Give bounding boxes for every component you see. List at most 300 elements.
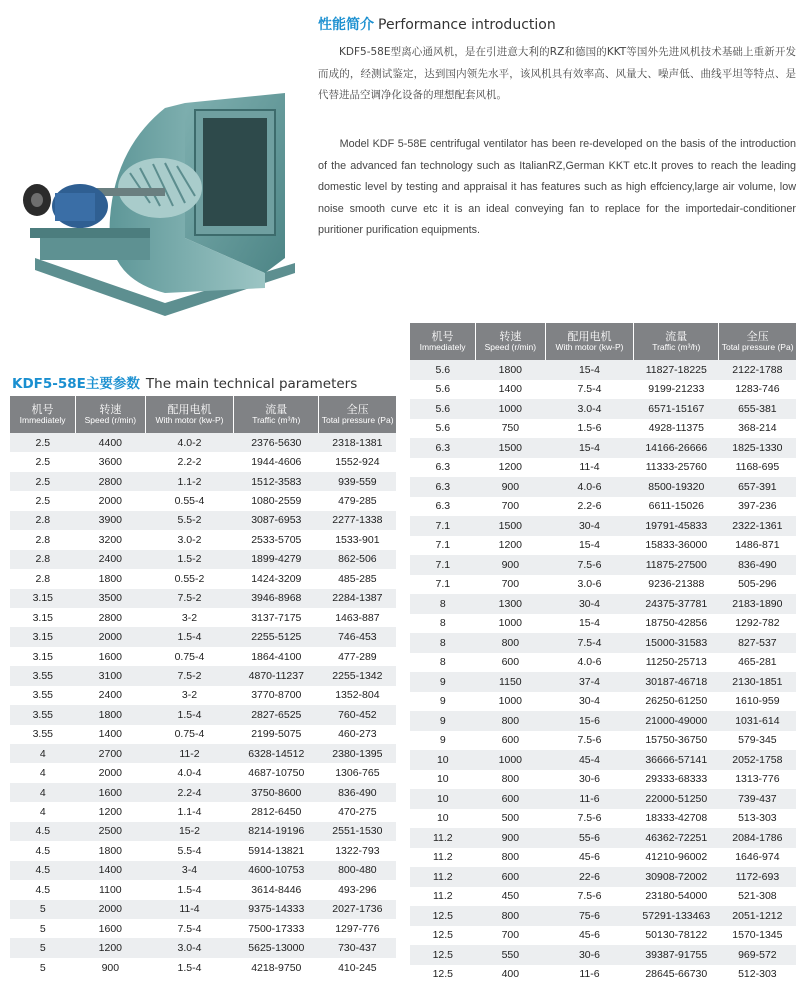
- table-cell: 3100: [76, 666, 145, 685]
- table-row: [410, 458, 796, 478]
- table-cell: 8: [410, 653, 476, 673]
- table-cell: 3500: [76, 589, 145, 608]
- table-cell: 2827-6525: [234, 705, 319, 724]
- table-cell: 57291-133463: [634, 906, 719, 926]
- table-cell: 30-4: [545, 516, 634, 536]
- table-cell: 2.2-2: [145, 452, 234, 471]
- table-cell: 6.3: [410, 477, 476, 497]
- table-row: [10, 511, 396, 530]
- table-row: [410, 594, 796, 614]
- table-cell: 2700: [76, 744, 145, 763]
- table-cell: 2027-1736: [319, 900, 396, 919]
- table-cell: 2255-1342: [319, 666, 396, 685]
- table-cell: 600: [476, 653, 545, 673]
- table-cell: 15-4: [545, 360, 634, 380]
- table-cell: 7.5-6: [545, 887, 634, 907]
- table-cell: 3-2: [145, 608, 234, 627]
- header-cell: 配用电机 With motor (kw-P): [545, 323, 634, 360]
- table-cell: 800: [476, 848, 545, 868]
- table-cell: 900: [76, 958, 145, 977]
- table-cell: 4: [10, 802, 76, 821]
- table-row: [10, 783, 396, 802]
- table-cell: 4928-11375: [634, 419, 719, 439]
- table-cell: 4400: [76, 433, 145, 452]
- table-cell: 50130-78122: [634, 926, 719, 946]
- table-cell: 2380-1395: [319, 744, 396, 763]
- table-cell: 397-236: [719, 497, 796, 517]
- table-cell: 1800: [476, 360, 545, 380]
- table-cell: 12.5: [410, 926, 476, 946]
- table-row: [410, 906, 796, 926]
- table-cell: 2.8: [10, 550, 76, 569]
- table-cell: 4218-9750: [234, 958, 319, 977]
- table-cell: 4600-10753: [234, 861, 319, 880]
- table-cell: 11827-18225: [634, 360, 719, 380]
- header-cell: 全压 Total pressure (Pa): [719, 323, 796, 360]
- table-cell: 5625-13000: [234, 938, 319, 957]
- table-cell: 4.5: [10, 822, 76, 841]
- table-cell: 2000: [76, 900, 145, 919]
- table-cell: 11.2: [410, 887, 476, 907]
- table-cell: 460-273: [319, 725, 396, 744]
- table-cell: 3.55: [10, 705, 76, 724]
- header-cell: 流量 Traffic (m³/h): [234, 396, 319, 433]
- table-cell: 800: [476, 711, 545, 731]
- table-cell: 3770-8700: [234, 686, 319, 705]
- table-cell: 1600: [76, 647, 145, 666]
- table-cell: 15-4: [545, 536, 634, 556]
- table-cell: 9: [410, 711, 476, 731]
- table-cell: 1864-4100: [234, 647, 319, 666]
- table-row: [410, 614, 796, 634]
- table-cell: 0.55-4: [145, 491, 234, 510]
- table-cell: 30-6: [545, 770, 634, 790]
- table-row: [410, 477, 796, 497]
- table-cell: 2318-1381: [319, 433, 396, 452]
- intro-paragraph-en: Model KDF 5-58E centrifugal ventilator has been re-developed on the basis of the introduction of the advanced fan technology such as ItalianRZ,German KKT etc.It proves to reach the leading domestic level by testing and appraisal it has features such as high effciency,large air volume, low noise smooth curve etc it is an ideal conveying fan to replace for the importedair-conditioner puritioner purification equipments.: [318, 134, 796, 242]
- table-cell: 579-345: [719, 731, 796, 751]
- header-cell: 机号 Immediately: [10, 396, 76, 433]
- table-row: [10, 550, 396, 569]
- table-cell: 1570-1345: [719, 926, 796, 946]
- table-cell: 7.1: [410, 575, 476, 595]
- table-cell: 505-296: [719, 575, 796, 595]
- table-row: [410, 360, 796, 380]
- table-row: [10, 452, 396, 471]
- table-cell: 12.5: [410, 906, 476, 926]
- table-cell: 3.15: [10, 627, 76, 646]
- table-row: [410, 809, 796, 829]
- table-cell: 1500: [476, 438, 545, 458]
- table-cell: 11-6: [545, 789, 634, 809]
- table-row: [10, 569, 396, 588]
- table-cell: 400: [476, 965, 545, 984]
- table-cell: 18750-42856: [634, 614, 719, 634]
- table-cell: 2322-1361: [719, 516, 796, 536]
- table-cell: 9: [410, 692, 476, 712]
- table-cell: 2.5: [10, 491, 76, 510]
- table-cell: 1899-4279: [234, 550, 319, 569]
- table-cell: 1533-901: [319, 530, 396, 549]
- table-cell: 12.5: [410, 945, 476, 965]
- table-row: [410, 672, 796, 692]
- table-cell: 1292-782: [719, 614, 796, 634]
- table-cell: 655-381: [719, 399, 796, 419]
- table-cell: 2533-5705: [234, 530, 319, 549]
- table-cell: 1400: [76, 725, 145, 744]
- table-row: [10, 686, 396, 705]
- table-cell: 657-391: [719, 477, 796, 497]
- table-cell: 4.0-4: [145, 763, 234, 782]
- table-cell: 600: [476, 867, 545, 887]
- table-cell: 2800: [76, 608, 145, 627]
- table-cell: 1283-746: [719, 380, 796, 400]
- table-cell: 1800: [76, 569, 145, 588]
- table-cell: 4: [10, 763, 76, 782]
- table-cell: 0.75-4: [145, 647, 234, 666]
- table-cell: 11.2: [410, 867, 476, 887]
- table-row: [410, 497, 796, 517]
- table-row: [410, 653, 796, 673]
- table-row: [10, 705, 396, 724]
- table-cell: 730-437: [319, 938, 396, 957]
- table-row: [10, 472, 396, 491]
- table-cell: 450: [476, 887, 545, 907]
- intro-title-en: Performance introduction: [378, 17, 556, 33]
- table-cell: 1944-4606: [234, 452, 319, 471]
- table-row: [10, 938, 396, 957]
- table-cell: 37-4: [545, 672, 634, 692]
- table-cell: 11.2: [410, 848, 476, 868]
- table-cell: 9375-14333: [234, 900, 319, 919]
- table-cell: 470-275: [319, 802, 396, 821]
- table-cell: 15-4: [545, 614, 634, 634]
- table-cell: 5: [10, 958, 76, 977]
- table-row: [410, 750, 796, 770]
- table-cell: 4870-11237: [234, 666, 319, 685]
- parameters-table-left: [10, 396, 396, 977]
- table-cell: 9: [410, 731, 476, 751]
- table-cell: 739-437: [719, 789, 796, 809]
- table-cell: 28645-66730: [634, 965, 719, 984]
- table-cell: 1300: [476, 594, 545, 614]
- table-cell: 45-6: [545, 848, 634, 868]
- params-title-en: The main technical parameters: [146, 376, 357, 392]
- table-cell: 5.5-2: [145, 511, 234, 530]
- table-cell: 750: [476, 419, 545, 439]
- table-cell: 8500-19320: [634, 477, 719, 497]
- table-cell: 827-537: [719, 633, 796, 653]
- table-cell: 12.5: [410, 965, 476, 984]
- table-cell: 2551-1530: [319, 822, 396, 841]
- table-cell: 1552-924: [319, 452, 396, 471]
- table-cell: 4.5: [10, 861, 76, 880]
- table-cell: 2376-5630: [234, 433, 319, 452]
- table-cell: 1463-887: [319, 608, 396, 627]
- table-cell: 2051-1212: [719, 906, 796, 926]
- table-cell: 11333-25760: [634, 458, 719, 478]
- table-cell: 29333-68333: [634, 770, 719, 790]
- table-cell: 760-452: [319, 705, 396, 724]
- table-cell: 2.5: [10, 472, 76, 491]
- table-cell: 10: [410, 750, 476, 770]
- table-cell: 6571-15167: [634, 399, 719, 419]
- table-cell: 836-490: [719, 555, 796, 575]
- table-cell: 3.15: [10, 647, 76, 666]
- table-cell: 1000: [476, 399, 545, 419]
- table-cell: 969-572: [719, 945, 796, 965]
- table-cell: 2.5: [10, 433, 76, 452]
- table-cell: 46362-72251: [634, 828, 719, 848]
- table-cell: 2000: [76, 491, 145, 510]
- table-cell: 3946-8968: [234, 589, 319, 608]
- table-cell: 3.0-2: [145, 530, 234, 549]
- table-cell: 45-4: [545, 750, 634, 770]
- table-cell: 14166-26666: [634, 438, 719, 458]
- table-cell: 22-6: [545, 867, 634, 887]
- table-cell: 3200: [76, 530, 145, 549]
- table-cell: 1.1-2: [145, 472, 234, 491]
- table-row: [410, 555, 796, 575]
- table-cell: 15-4: [545, 438, 634, 458]
- table-row: [410, 438, 796, 458]
- table-row: [410, 848, 796, 868]
- table-cell: 1322-793: [319, 841, 396, 860]
- table-cell: 500: [476, 809, 545, 829]
- header-cell: 转速 Speed (r/min): [76, 396, 145, 433]
- table-row: [410, 536, 796, 556]
- table-cell: 15-6: [545, 711, 634, 731]
- table-row: [410, 731, 796, 751]
- table-cell: 7.5-4: [545, 380, 634, 400]
- table-cell: 2812-6450: [234, 802, 319, 821]
- table-cell: 5.6: [410, 399, 476, 419]
- parameters-table-right: [410, 323, 796, 984]
- table-cell: 2277-1338: [319, 511, 396, 530]
- table-cell: 5: [10, 938, 76, 957]
- table-cell: 15000-31583: [634, 633, 719, 653]
- table-cell: 7.5-4: [145, 919, 234, 938]
- table-row: [10, 666, 396, 685]
- table-cell: 800: [476, 633, 545, 653]
- centrifugal-fan-photo: [15, 88, 305, 318]
- table-row: [10, 958, 396, 977]
- table-cell: 0.55-2: [145, 569, 234, 588]
- table-cell: 7500-17333: [234, 919, 319, 938]
- table-cell: 521-308: [719, 887, 796, 907]
- table-cell: 7.5-6: [545, 731, 634, 751]
- table-cell: 1200: [476, 536, 545, 556]
- table-row: [10, 763, 396, 782]
- table-cell: 4: [10, 744, 76, 763]
- table-cell: 7.5-2: [145, 666, 234, 685]
- table-cell: 7.1: [410, 555, 476, 575]
- table-cell: 0.75-4: [145, 725, 234, 744]
- table-cell: 5.6: [410, 360, 476, 380]
- table-cell: 1825-1330: [719, 438, 796, 458]
- table-cell: 7.1: [410, 536, 476, 556]
- table-cell: 3.15: [10, 608, 76, 627]
- table-cell: 3-4: [145, 861, 234, 880]
- table-cell: 11-6: [545, 965, 634, 984]
- table-cell: 9: [410, 672, 476, 692]
- table-cell: 11-4: [545, 458, 634, 478]
- table-cell: 800: [476, 906, 545, 926]
- table-cell: 5.6: [410, 419, 476, 439]
- table-cell: 800-480: [319, 861, 396, 880]
- table-cell: 7.5-6: [545, 555, 634, 575]
- table-cell: 1646-974: [719, 848, 796, 868]
- table-row: [10, 841, 396, 860]
- table-row: [410, 419, 796, 439]
- params-title: [12, 372, 357, 392]
- table-cell: 2052-1758: [719, 750, 796, 770]
- table-cell: 800: [476, 770, 545, 790]
- table-cell: 7.5-6: [545, 809, 634, 829]
- table-cell: 1424-3209: [234, 569, 319, 588]
- table-cell: 2.8: [10, 569, 76, 588]
- table-row: [10, 900, 396, 919]
- intro-title-cn: 性能简介: [318, 17, 374, 33]
- table-cell: 7.5-2: [145, 589, 234, 608]
- table-row: [410, 770, 796, 790]
- table-cell: 2.2-4: [145, 783, 234, 802]
- intro-title: [318, 14, 556, 34]
- table-cell: 3137-7175: [234, 608, 319, 627]
- table-cell: 2400: [76, 550, 145, 569]
- table-row: [410, 867, 796, 887]
- table-cell: 30187-46718: [634, 672, 719, 692]
- table-cell: 2400: [76, 686, 145, 705]
- table-cell: 2000: [76, 627, 145, 646]
- table-cell: 836-490: [319, 783, 396, 802]
- table-cell: 3.55: [10, 686, 76, 705]
- table-cell: 3900: [76, 511, 145, 530]
- table-cell: 4: [10, 783, 76, 802]
- table-cell: 3.0-4: [145, 938, 234, 957]
- table-cell: 3.0-4: [545, 399, 634, 419]
- table-cell: 11875-27500: [634, 555, 719, 575]
- table-cell: 26250-61250: [634, 692, 719, 712]
- table-cell: 23180-54000: [634, 887, 719, 907]
- table-cell: 1100: [76, 880, 145, 899]
- table-cell: 1000: [476, 614, 545, 634]
- table-cell: 18333-42708: [634, 809, 719, 829]
- table-cell: 1.5-4: [145, 627, 234, 646]
- table-cell: 3.55: [10, 666, 76, 685]
- table-cell: 3.15: [10, 589, 76, 608]
- table-cell: 1000: [476, 750, 545, 770]
- table-cell: 4.0-6: [545, 653, 634, 673]
- table-cell: 15-2: [145, 822, 234, 841]
- table-cell: 15833-36000: [634, 536, 719, 556]
- table-header: [10, 396, 396, 433]
- table-cell: 3.0-6: [545, 575, 634, 595]
- table-cell: 30-6: [545, 945, 634, 965]
- table-cell: 45-6: [545, 926, 634, 946]
- table-cell: 1800: [76, 705, 145, 724]
- table-row: [10, 491, 396, 510]
- table-cell: 30-4: [545, 692, 634, 712]
- table-cell: 485-285: [319, 569, 396, 588]
- table-cell: 11250-25713: [634, 653, 719, 673]
- table-cell: 10: [410, 809, 476, 829]
- table-cell: 512-303: [719, 965, 796, 984]
- table-cell: 900: [476, 828, 545, 848]
- table-cell: 1500: [476, 516, 545, 536]
- table-cell: 4687-10750: [234, 763, 319, 782]
- table-cell: 11.2: [410, 828, 476, 848]
- table-cell: 36666-57141: [634, 750, 719, 770]
- table-cell: 1297-776: [319, 919, 396, 938]
- table-cell: 550: [476, 945, 545, 965]
- table-row: [10, 880, 396, 899]
- table-cell: 410-245: [319, 958, 396, 977]
- intro-paragraph-cn: KDF5-58E型离心通风机，是在引进意大利的RZ和德国的KKT等国外先进风机技术基础上重新开发而成的，经测试鉴定，达到国内领先水平，该风机具有效率高、风量大、噪声低、曲线平坦等特点、是代替进品空调净化设备的理想配套风机。: [318, 42, 796, 107]
- table-cell: 2.8: [10, 530, 76, 549]
- table-row: [410, 965, 796, 984]
- table-cell: 1168-695: [719, 458, 796, 478]
- table-row: [410, 380, 796, 400]
- table-cell: 1.1-4: [145, 802, 234, 821]
- table-row: [10, 608, 396, 627]
- table-cell: 15750-36750: [634, 731, 719, 751]
- table-row: [10, 725, 396, 744]
- table-cell: 5.6: [410, 380, 476, 400]
- table-cell: 9199-21233: [634, 380, 719, 400]
- table-cell: 10: [410, 789, 476, 809]
- table-cell: 368-214: [719, 419, 796, 439]
- table-cell: 1486-871: [719, 536, 796, 556]
- table-cell: 2284-1387: [319, 589, 396, 608]
- table-cell: 1200: [76, 938, 145, 957]
- table-cell: 5: [10, 919, 76, 938]
- table-cell: 3087-6953: [234, 511, 319, 530]
- table-cell: 1313-776: [719, 770, 796, 790]
- table-row: [410, 887, 796, 907]
- table-cell: 2255-5125: [234, 627, 319, 646]
- table-cell: 55-6: [545, 828, 634, 848]
- table-cell: 479-285: [319, 491, 396, 510]
- table-row: [410, 926, 796, 946]
- table-cell: 2.8: [10, 511, 76, 530]
- table-cell: 41210-96002: [634, 848, 719, 868]
- table-cell: 900: [476, 477, 545, 497]
- table-cell: 939-559: [319, 472, 396, 491]
- table-cell: 1600: [76, 783, 145, 802]
- table-cell: 5.5-4: [145, 841, 234, 860]
- table-row: [10, 802, 396, 821]
- table-cell: 1400: [476, 380, 545, 400]
- header-cell: 全压 Total pressure (Pa): [319, 396, 396, 433]
- table-row: [410, 633, 796, 653]
- table-row: [410, 828, 796, 848]
- table-cell: 3-2: [145, 686, 234, 705]
- table-row: [10, 861, 396, 880]
- table-cell: 900: [476, 555, 545, 575]
- table-row: [410, 692, 796, 712]
- table-cell: 1000: [476, 692, 545, 712]
- table-cell: 6.3: [410, 458, 476, 478]
- table-row: [10, 530, 396, 549]
- table-cell: 1200: [476, 458, 545, 478]
- table-cell: 6328-14512: [234, 744, 319, 763]
- table-cell: 2183-1890: [719, 594, 796, 614]
- header-cell: 机号 Immediately: [410, 323, 476, 360]
- table-row: [410, 789, 796, 809]
- table-cell: 8: [410, 614, 476, 634]
- table-cell: 6611-15026: [634, 497, 719, 517]
